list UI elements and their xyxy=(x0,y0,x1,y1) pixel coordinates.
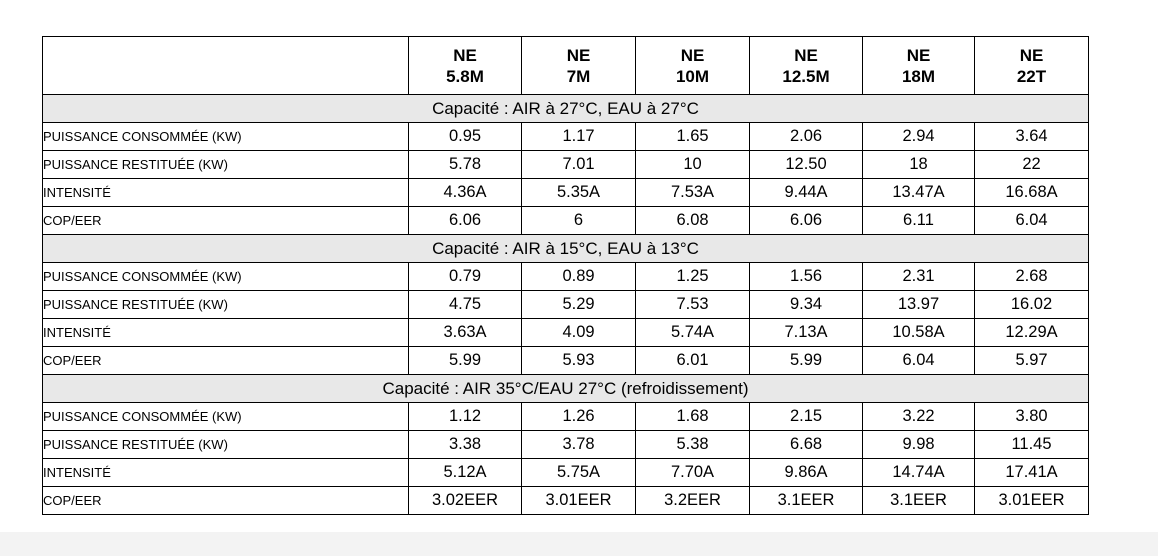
value-cell: 3.02EER xyxy=(409,487,522,515)
value-cell: 5.74A xyxy=(636,319,750,347)
model-name-line1: NE xyxy=(1019,45,1044,65)
value-cell: 10 xyxy=(636,151,750,179)
table-row xyxy=(43,319,1089,347)
model-header xyxy=(975,37,1089,95)
table-row xyxy=(43,403,1089,431)
value-cell: 14.74A xyxy=(863,459,975,487)
page-bottom-band xyxy=(0,532,1158,556)
value-cell: 7.53A xyxy=(636,179,750,207)
value-cell: 1.12 xyxy=(409,403,522,431)
model-name-line1: NE xyxy=(566,45,591,65)
value-cell: 13.47A xyxy=(863,179,975,207)
table-row xyxy=(43,207,1089,235)
row-label: COP/EER xyxy=(43,487,409,515)
value-cell: 6.68 xyxy=(750,431,863,459)
table-row xyxy=(43,459,1089,487)
model-name-line2: 7M xyxy=(566,66,591,86)
value-cell: 6.06 xyxy=(409,207,522,235)
value-cell: 5.29 xyxy=(522,291,636,319)
value-cell: 6.11 xyxy=(863,207,975,235)
model-name-line2: 12.5M xyxy=(782,66,830,86)
value-cell: 10.58A xyxy=(863,319,975,347)
value-cell: 1.56 xyxy=(750,263,863,291)
table-row xyxy=(43,431,1089,459)
model-header xyxy=(522,37,636,95)
value-cell: 7.70A xyxy=(636,459,750,487)
value-cell: 4.36A xyxy=(409,179,522,207)
row-label: INTENSITÉ xyxy=(43,179,409,207)
value-cell: 16.68A xyxy=(975,179,1089,207)
value-cell: 3.63A xyxy=(409,319,522,347)
value-cell: 7.13A xyxy=(750,319,863,347)
model-header xyxy=(409,37,522,95)
section-title: Capacité : AIR à 15°C, EAU à 13°C xyxy=(43,235,1089,263)
value-cell: 6.04 xyxy=(975,207,1089,235)
value-cell: 4.75 xyxy=(409,291,522,319)
table-row xyxy=(43,263,1089,291)
value-cell: 3.01EER xyxy=(975,487,1089,515)
spec-table-body xyxy=(43,95,1089,515)
section-title: Capacité : AIR à 27°C, EAU à 27°C xyxy=(43,95,1089,123)
value-cell: 9.44A xyxy=(750,179,863,207)
spec-table xyxy=(42,36,1089,515)
value-cell: 3.01EER xyxy=(522,487,636,515)
value-cell: 3.1EER xyxy=(863,487,975,515)
value-cell: 11.45 xyxy=(975,431,1089,459)
row-label: PUISSANCE RESTITUÉE (KW) xyxy=(43,151,409,179)
value-cell: 3.78 xyxy=(522,431,636,459)
model-name-line2: 10M xyxy=(675,66,710,86)
value-cell: 3.64 xyxy=(975,123,1089,151)
value-cell: 1.25 xyxy=(636,263,750,291)
value-cell: 5.99 xyxy=(750,347,863,375)
model-name-line1: NE xyxy=(906,45,931,65)
value-cell: 9.86A xyxy=(750,459,863,487)
model-header xyxy=(750,37,863,95)
value-cell: 6.04 xyxy=(863,347,975,375)
row-label: PUISSANCE RESTITUÉE (KW) xyxy=(43,431,409,459)
value-cell: 1.65 xyxy=(636,123,750,151)
value-cell: 3.80 xyxy=(975,403,1089,431)
value-cell: 16.02 xyxy=(975,291,1089,319)
value-cell: 4.09 xyxy=(522,319,636,347)
row-label: PUISSANCE CONSOMMÉE (KW) xyxy=(43,403,409,431)
value-cell: 1.17 xyxy=(522,123,636,151)
value-cell: 17.41A xyxy=(975,459,1089,487)
value-cell: 5.97 xyxy=(975,347,1089,375)
row-label: PUISSANCE CONSOMMÉE (KW) xyxy=(43,263,409,291)
row-label: INTENSITÉ xyxy=(43,319,409,347)
table-row xyxy=(43,487,1089,515)
value-cell: 6.01 xyxy=(636,347,750,375)
row-label: INTENSITÉ xyxy=(43,459,409,487)
value-cell: 7.53 xyxy=(636,291,750,319)
value-cell: 12.29A xyxy=(975,319,1089,347)
value-cell: 18 xyxy=(863,151,975,179)
model-name-line2: 5.8M xyxy=(446,66,484,86)
value-cell: 9.98 xyxy=(863,431,975,459)
model-name-line2: 22T xyxy=(1016,66,1047,86)
value-cell: 6.06 xyxy=(750,207,863,235)
value-cell: 3.1EER xyxy=(750,487,863,515)
value-cell: 2.15 xyxy=(750,403,863,431)
value-cell: 5.35A xyxy=(522,179,636,207)
model-name-line2: 18M xyxy=(901,66,936,86)
value-cell: 6 xyxy=(522,207,636,235)
value-cell: 22 xyxy=(975,151,1089,179)
value-cell: 3.22 xyxy=(863,403,975,431)
value-cell: 3.38 xyxy=(409,431,522,459)
table-row xyxy=(43,123,1089,151)
corner-cell xyxy=(43,37,409,95)
value-cell: 5.78 xyxy=(409,151,522,179)
value-cell: 2.06 xyxy=(750,123,863,151)
header-row xyxy=(43,37,1089,95)
value-cell: 1.26 xyxy=(522,403,636,431)
section-header-row xyxy=(43,235,1089,263)
value-cell: 2.31 xyxy=(863,263,975,291)
value-cell: 5.75A xyxy=(522,459,636,487)
value-cell: 5.12A xyxy=(409,459,522,487)
table-row xyxy=(43,151,1089,179)
table-row xyxy=(43,347,1089,375)
value-cell: 0.95 xyxy=(409,123,522,151)
model-name-line1: NE xyxy=(453,45,477,65)
model-name-line1: NE xyxy=(680,45,705,65)
value-cell: 3.2EER xyxy=(636,487,750,515)
value-cell: 7.01 xyxy=(522,151,636,179)
section-header-row xyxy=(43,95,1089,123)
table-row xyxy=(43,291,1089,319)
value-cell: 0.89 xyxy=(522,263,636,291)
value-cell: 0.79 xyxy=(409,263,522,291)
section-title: Capacité : AIR 35°C/EAU 27°C (refroidissement) xyxy=(43,375,1089,403)
row-label: PUISSANCE RESTITUÉE (KW) xyxy=(43,291,409,319)
row-label: COP/EER xyxy=(43,347,409,375)
section-header-row xyxy=(43,375,1089,403)
value-cell: 9.34 xyxy=(750,291,863,319)
value-cell: 5.38 xyxy=(636,431,750,459)
row-label: PUISSANCE CONSOMMÉE (KW) xyxy=(43,123,409,151)
value-cell: 12.50 xyxy=(750,151,863,179)
model-header xyxy=(863,37,975,95)
table-row xyxy=(43,179,1089,207)
value-cell: 2.68 xyxy=(975,263,1089,291)
value-cell: 2.94 xyxy=(863,123,975,151)
value-cell: 13.97 xyxy=(863,291,975,319)
model-name-line1: NE xyxy=(794,45,818,65)
model-header xyxy=(636,37,750,95)
value-cell: 5.93 xyxy=(522,347,636,375)
row-label: COP/EER xyxy=(43,207,409,235)
value-cell: 1.68 xyxy=(636,403,750,431)
value-cell: 5.99 xyxy=(409,347,522,375)
value-cell: 6.08 xyxy=(636,207,750,235)
